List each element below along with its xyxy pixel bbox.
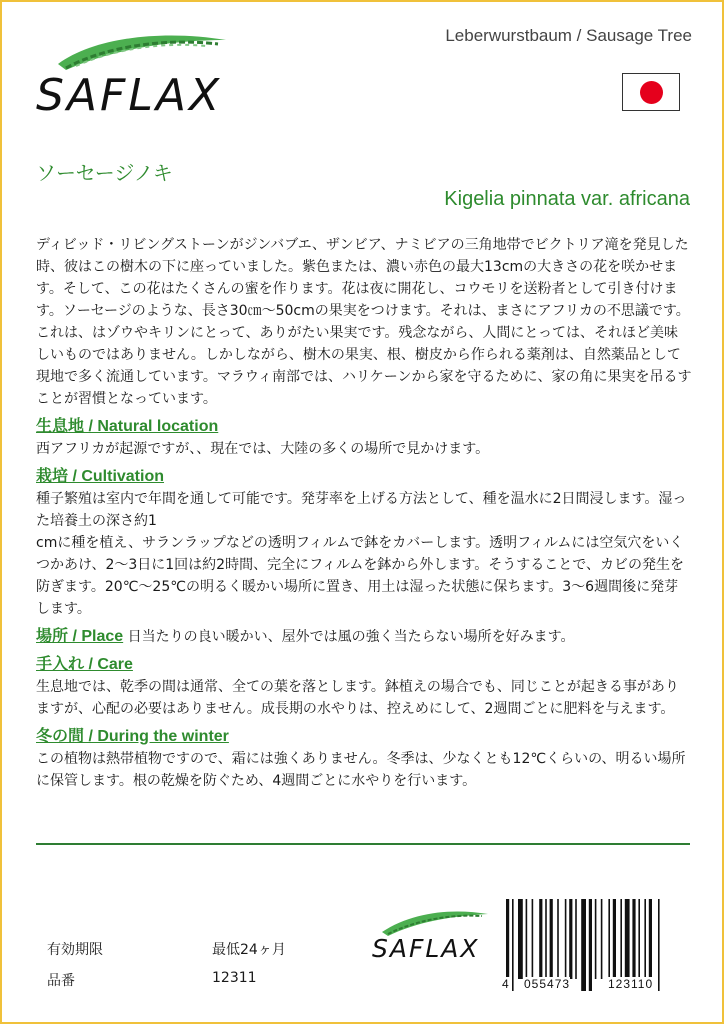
section-location	[36, 416, 692, 460]
expiry-label: 有効期限	[47, 942, 103, 958]
section-cultivation	[36, 466, 692, 620]
section-text: 日当たりの良い暖かい、屋外では風の強く当たらない場所を好みます。	[127, 629, 575, 645]
barcode-digit-lead: 4	[502, 977, 510, 991]
section-heading: 冬の間 / During the winter	[36, 728, 229, 745]
section-text: 種子繁殖は室内で年間を通して可能です。発芽率を上げる方法として、種を温水に2日間浸します。湿った培養土の深さ約1	[36, 491, 687, 529]
divider	[36, 843, 690, 845]
expiry-value: 最低24ヶ月	[212, 942, 286, 958]
japan-flag-icon	[622, 73, 680, 111]
barcode-digits-left: 055473	[524, 977, 571, 991]
intro-text: ディビッド・リビングストーンがジンバブエ、ザンビア、ナミビアの三角地帯でビクトリア滝を発見した時、彼はこの樹木の下に座っていました。紫色または、濃い赤色の最大13cmの大きさの花を咲かせます。そして、この花はたくさんの蜜を作ります。花は夜に開花し、コウモリを送粉者として引き付けます。ソーセージのような、長さ30㎝〜50cmの果実をつけます。それは、まさにアフリカの不思議です。これは、はゾウやキリンにとって、ありがたい果実です。残念ながら、人間にとっては、それほど美味しいものではありません。しかしながら、樹木の果実、根、樹皮から作られる薬剤は、自然薬品として現地で多く流通しています。マラウィ南部では、ハリケーンから家を守るために、家の角に果実を吊るすことが習慣となっています。	[36, 237, 692, 407]
item-number-value: 12311	[212, 970, 257, 986]
brand-logo: SAFLAX	[36, 70, 223, 121]
title-latin: Kigelia pinnata var. africana	[444, 188, 690, 210]
section-care	[36, 654, 692, 720]
section-heading: 生息地 / Natural location	[36, 418, 219, 435]
section-heading: 手入れ / Care	[36, 656, 133, 673]
section-place	[36, 626, 692, 648]
section-text: この植物は熱帯植物ですので、霜には強くありません。冬季は、少なくとも12℃くらいの、明るい場所に保管します。根の乾燥を防ぐため、4週間ごとに水やりを行います。	[36, 751, 686, 789]
brand-logo-footer: SAFLAX	[372, 934, 480, 963]
title-japanese: ソーセージノキ	[36, 161, 173, 185]
description	[36, 234, 692, 792]
section-text: cmに種を植え、サランラップなどの透明フィルムで鉢をカバーします。透明フィルムには空気穴をいくつかあけ、2～3日に1回は約2時間、完全にフィルムを鉢から外します。そうすることで、カビの発生を防ぎます。20℃〜25℃の明るく暖かい場所に置き、用土は湿った状態に保ちます。3〜6週間後に発芽します。	[36, 535, 684, 617]
barcode-digits-right: 123110	[608, 977, 654, 991]
section-text: 生息地では、乾季の間は通常、全ての葉を落とします。鉢植えの場合でも、同じことが起きる事がありますが、心配の必要はありません。成長期の水やりは、控えめにして、2週間ごとに肥料を与えます。	[36, 679, 679, 717]
section-heading: 栽培 / Cultivation	[36, 468, 165, 485]
product-name: Leberwurstbaum / Sausage Tree	[445, 26, 692, 45]
section-text: 西アフリカが起源ですが、、現在では、大陸の多くの場所で見かけます。	[36, 441, 490, 457]
section-winter	[36, 726, 692, 792]
item-number-label: 品番	[47, 973, 75, 989]
section-heading: 場所 / Place	[36, 628, 124, 645]
